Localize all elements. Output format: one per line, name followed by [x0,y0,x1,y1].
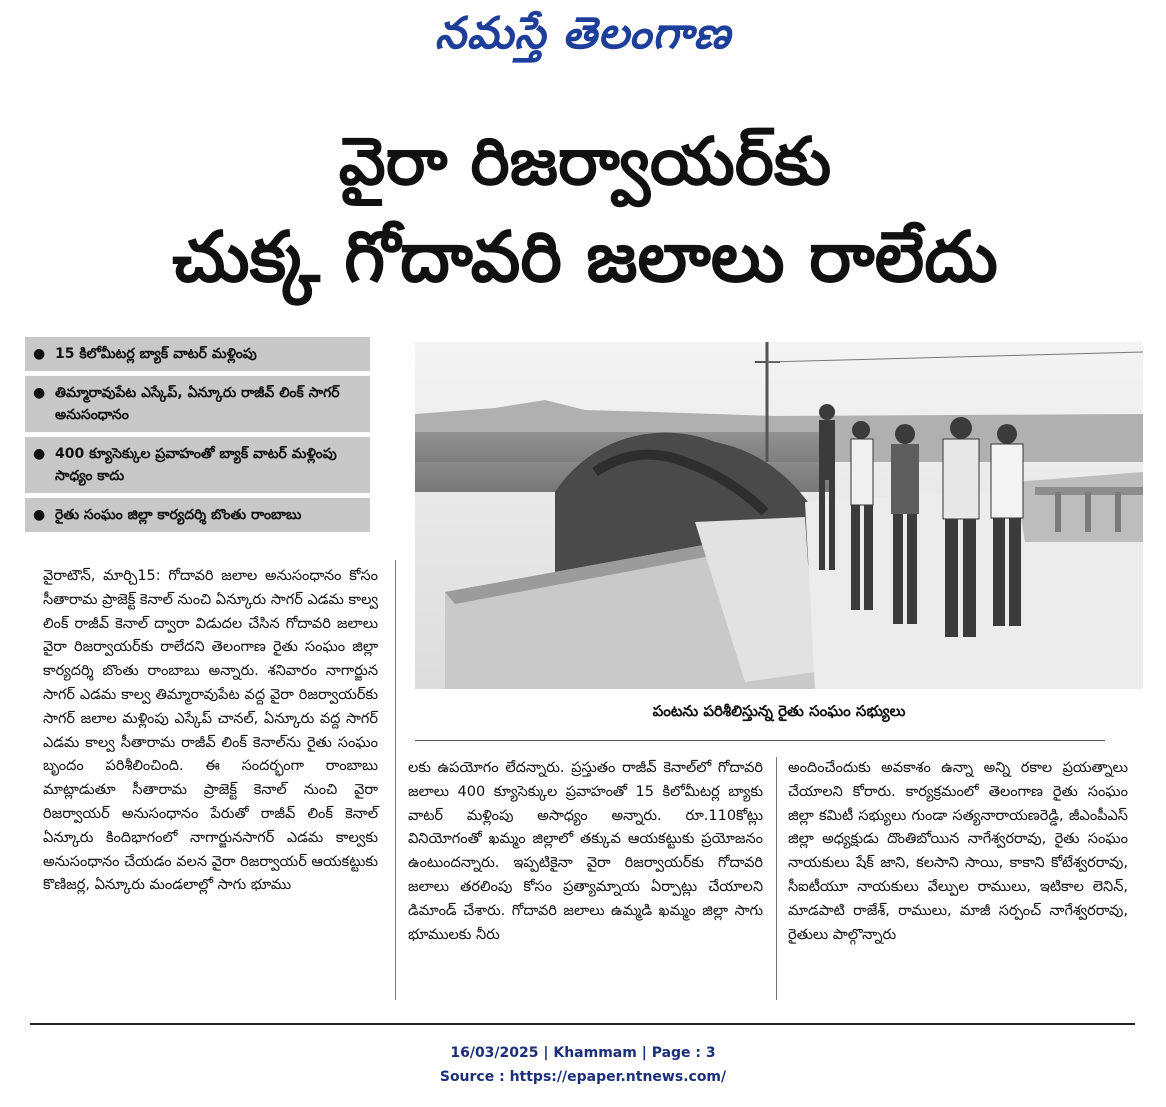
headline-line-2: చుక్క గోదావరి జలాలు రాలేదు [172,216,998,298]
bullet-item [25,498,370,532]
headline-line-1: వైరా రిజర్వాయర్‌కు [338,123,832,200]
article-text: వైరాటౌన్, మార్చి15: గోదావరి జలాల అనుసంధానం కోసం సీతారామ ప్రాజెక్ట్ కెనాల్ నుంచి ఏన్కూరు సాగర్ ఎడమ కాల్వ లింక్ రాజీవ్ కెనాల్ ద్వారా విడుదల చేసిన గోదావరి జలాలు వైరా రిజర్వాయర్‌కు రాలేదని తెలంగాణ రైతు సంఘం జిల్లా కార్యదర్శి బొంతు రాంబాబు అన్నారు. శనివారం నాగార్జున సాగర్ ఎడమ కాల్వ తిమ్మారావుపేట వద్ద వైరా రిజర్వాయర్‌కు సాగర్ జలాల మళ్లింపు ఎస్కేప్ చానల్, ఏన్కూరు వద్ద సాగర్ ఎడమ కాల్వ సీతారామ రాజీవ్ లింక్ కెనాల్‌ను రైతు సంఘం బృందం పరిశీలించింది. ఈ సందర్భంగా రాంబాబు మాట్లాడుతూ సీతారామ ప్రాజెక్ట్ కెనాల్ నుంచి వైరా రిజర్వాయర్ అనుసంధానం పేరుతో రాజీవ్ లింక్ కెనాల్ ఏన్కూరు కిందిభాగంలో నాగార్జునసాగర్ ఎడమ కాల్వకు అనుసంధానం చేయడం వలన వైరా రిజర్వాయర్ ఆయకట్టుకు కొణిజర్ల, ఏన్కూరు మండలాల్లో సాగు భూము [43,568,378,894]
footer-source-link[interactable]: Source : https://epaper.ntnews.com/ [439,1069,727,1085]
bullet-dot-icon: ● [33,507,46,523]
newspaper-masthead: నమస్తే తెలంగాణ [434,8,732,59]
bullet-item [25,376,370,432]
article-text: లకు ఉపయోగం లేదన్నారు. ప్రస్తుతం రాజీవ్ కెనాల్‌లో గోదావరి జలాలు 400 క్యూసెక్కుల ప్రవాహంతో 15 కిలోమీటర్ల బ్యాకు వాటర్ మళ్లింపు అసాధ్యం అన్నారు. రూ.110కోట్లు వినియోగంతో ఖమ్మం జిల్లాలో తక్కువ ఆయకట్టుకు ప్రయోజనం ఉంటుందన్నారు. ఇప్పటికైనా వైరా రిజర్వాయర్‌కు గోదావరి జలాలు తరలింపు కోసం ప్రత్యామ్నాయ ఏర్పాట్లు చేయాలని డిమాండ్ చేశారు. గోదావరి జలాలు ఉమ్మడి ఖమ్మం జిల్లా సాగు భూములకు నీరు [408,760,763,943]
column-divider [776,757,777,1000]
bullet-dot-icon: ● [33,385,46,401]
footer-divider [30,1023,1135,1025]
article-column-1 [43,565,378,898]
bullet-dot-icon: ● [33,346,46,362]
bullet-text: 15 కిలోమీటర్ల బ్యాక్ వాటర్ మళ్లింపు [55,346,257,362]
footer-date-edition: 16/03/2025 | Khammam | Page : 3 [450,1045,716,1061]
photo-caption: పంటను పరిశీలిస్తున్న రైతు సంఘం సభ్యులు [652,702,906,720]
column-divider [395,560,396,1000]
article-text: అందించేందుకు అవకాశం ఉన్నా అన్ని రకాల ప్రయత్నాలు చేయాలని కోరారు. కార్యక్రమంలో తెలంగాణ రైతు సంఘం జిల్లా కమిటీ సభ్యులు గుండా సత్యనారాయణరెడ్డి, జీఎంపీఎస్ జిల్లా అధ్యక్షుడు దొంతిబోయిన నాగేశ్వరరావు, రైతు సంఘం నాయకులు షేక్ జాని, కలసాని సాయి, కాకాని కోటేశ్వరరావు, సీఐటీయూ నాయకులు వేల్పుల రాములు, ఇటికాల లెనిన్, మాడపాటి రాజేశ్, రాములు, మాజీ సర్పంచ్ నాగేశ్వరరావు, రైతులు పాల్గొన్నారు [788,760,1128,943]
summary-bullets [25,337,370,542]
news-photo [415,342,1143,689]
bullet-text: రైతు సంఘం జిల్లా కార్యదర్శి బొంతు రాంబాబు [55,507,302,523]
bullet-dot-icon: ● [33,446,46,462]
article-column-2 [408,757,763,947]
bullet-item [25,337,370,371]
bullet-text: 400 క్యూసెక్కుల ప్రవాహంతో బ్యాక్ వాటర్ మళ్లింపు సాధ్యం కాదు [55,446,337,484]
caption-divider [415,740,1105,741]
bullet-item [25,437,370,493]
bullet-text: తిమ్మారావుపేట ఎస్కేప్, ఏన్కూరు రాజీవ్ లింక్ సాగర్ అనుసంధానం [55,385,340,423]
article-column-3 [788,757,1128,947]
